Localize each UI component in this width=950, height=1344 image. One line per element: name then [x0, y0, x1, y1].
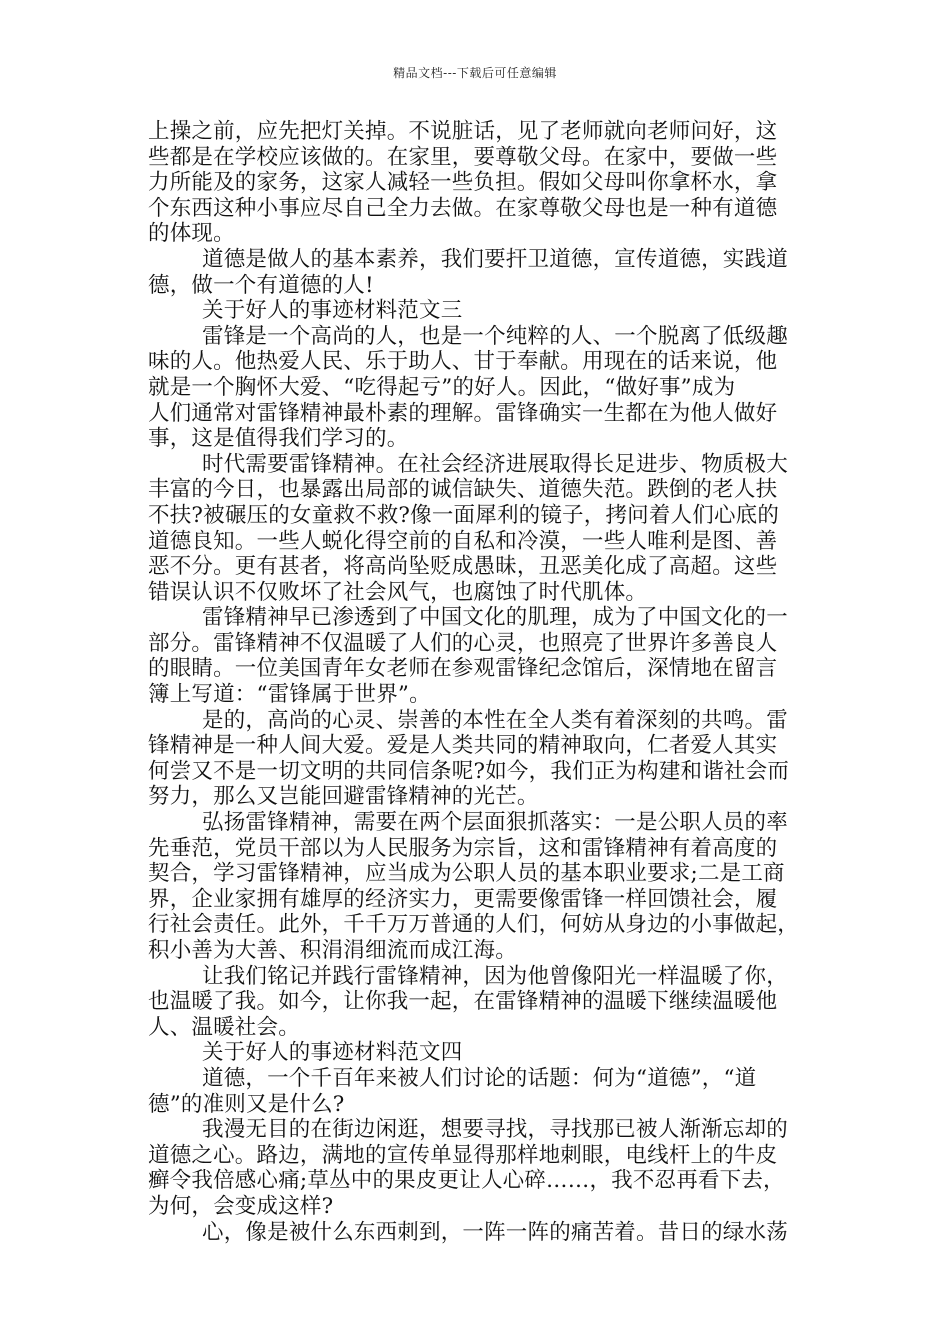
document-body: [148, 119, 813, 1245]
text-line: 雷锋精神早已渗透到了中国文化的肌理，成为了中国文化的一: [202, 605, 788, 631]
text-line: 心，像是被什么东西刺到，一阵一阵的痛苦着。昔日的绿水荡: [202, 1219, 788, 1245]
text-line: 力所能及的家务，这家人减轻一些负担。假如父母叫你拿杯水，拿: [148, 170, 778, 196]
text-line: 道德是做人的基本素养，我们要扞卫道德，宣传道德，实践道: [202, 246, 788, 272]
text-line: 道德之心。路边，满地的宣传单显得那样地刺眼，电线杆上的牛皮: [148, 1142, 778, 1168]
text-line: 道德良知。一些人蜕化得空前的自私和冷漠，一些人唯利是图、善: [148, 528, 778, 554]
text-line: 个东西这种小事应尽自己全力去做。在家尊敬父母也是一种有道德: [148, 195, 778, 221]
text-line: 味的人。他热爱人民、乐于助人、甘于奉献。用现在的话来说，他: [148, 349, 778, 375]
text-line: 部分。雷锋精神不仅温暖了人们的心灵，也照亮了世界许多善良人: [148, 630, 778, 656]
text-line: 道德，一个千百年来被人们讨论的话题：何为“道德”，“道: [202, 1065, 757, 1091]
text-line: 行社会责任。此外，千千万万普通的人们，何妨从身边的小事做起，: [148, 912, 800, 938]
text-line: 先垂范，党员干部以为人民服务为宗旨，这和雷锋精神有着高度的: [148, 835, 778, 861]
text-line: 错误认识不仅败坏了社会风气，也腐蚀了时代肌体。: [148, 579, 648, 605]
text-line: 雷锋是一个高尚的人，也是一个纯粹的人、一个脱离了低级趣: [202, 323, 788, 349]
text-line: 让我们铭记并践行雷锋精神，因为他曾像阳光一样温暖了你，: [202, 963, 788, 989]
page-header: 精品文档---下载后可任意编辑: [393, 66, 557, 80]
text-line: 是的，高尚的心灵、崇善的本性在全人类有着深刻的共鸣。雷: [202, 707, 788, 733]
text-line: 关于好人的事迹材料范文三: [202, 298, 463, 324]
text-line: 丰富的今日，也暴露出局部的诚信缺失、道德失范。跌倒的老人扶: [148, 477, 778, 503]
text-line: 锋精神是一种人间大爱。爱是人类共同的精神取向，仁者爱人其实: [148, 733, 778, 759]
text-line: 恶不分。更有甚者，将高尚坠贬成愚昧，丑恶美化成了高超。这些: [148, 554, 778, 580]
text-line: 界，企业家拥有雄厚的经济实力，更需要像雷锋一样回馈社会，履: [148, 886, 778, 912]
text-line: 也温暖了我。如今，让你我一起，在雷锋精神的温暖下继续温暖他: [148, 989, 778, 1015]
text-line: 德，做一个有道德的人!: [148, 272, 374, 298]
text-line: 德”的准则又是什么?: [148, 1091, 345, 1117]
text-line: 的眼睛。一位美国青年女老师在参观雷锋纪念馆后，深情地在留言: [148, 656, 778, 682]
text-line: 人们通常对雷锋精神最朴素的理解。雷锋确实一生都在为他人做好: [148, 400, 778, 426]
text-line: 何尝又不是一切文明的共同信条呢?如今，我们正为构建和谐社会而: [148, 758, 790, 784]
text-line: 上操之前，应先把灯关掉。不说脏话，见了老师就向老师问好，这: [148, 119, 778, 144]
text-line: 不扶?被碾压的女童救不救?像一面犀利的镜子，拷问着人们心底的: [148, 502, 780, 528]
text-line: 人、温暖社会。: [148, 1014, 300, 1040]
text-line: 努力，那么又岂能回避雷锋精神的光芒。: [148, 784, 539, 810]
text-line: 关于好人的事迹材料范文四: [202, 1040, 463, 1066]
text-line: 我漫无目的在街边闲逛，想要寻找，寻找那已被人渐渐忘却的: [202, 1117, 788, 1143]
text-line: 契合，学习雷锋精神，应当成为公职人员的基本职业要求;二是工商: [148, 861, 785, 887]
text-line: 弘扬雷锋精神，需要在两个层面狠抓落实：一是公职人员的率: [202, 810, 788, 836]
text-line: 就是一个胸怀大爱、“吃得起亏”的好人。因此，“做好事”成为: [148, 374, 736, 400]
text-line: 些都是在学校应该做的。在家里，要尊敬父母。在家中，要做一些: [148, 144, 778, 170]
text-line: 积小善为大善、积涓涓细流而成江海。: [148, 938, 517, 963]
text-line: 簿上写道：“雷锋属于世界”。: [148, 682, 431, 708]
text-line: 的体现。: [148, 221, 235, 247]
text-line: 为何，会变成这样?: [148, 1193, 334, 1219]
text-line: 时代需要雷锋精神。在社会经济进展取得长足进步、物质极大: [202, 451, 788, 477]
text-line: 癣令我倍感心痛;草丛中的果皮更让人心碎……，我不忍再看下去，: [148, 1168, 785, 1194]
text-line: 事，这是值得我们学习的。: [148, 426, 409, 452]
